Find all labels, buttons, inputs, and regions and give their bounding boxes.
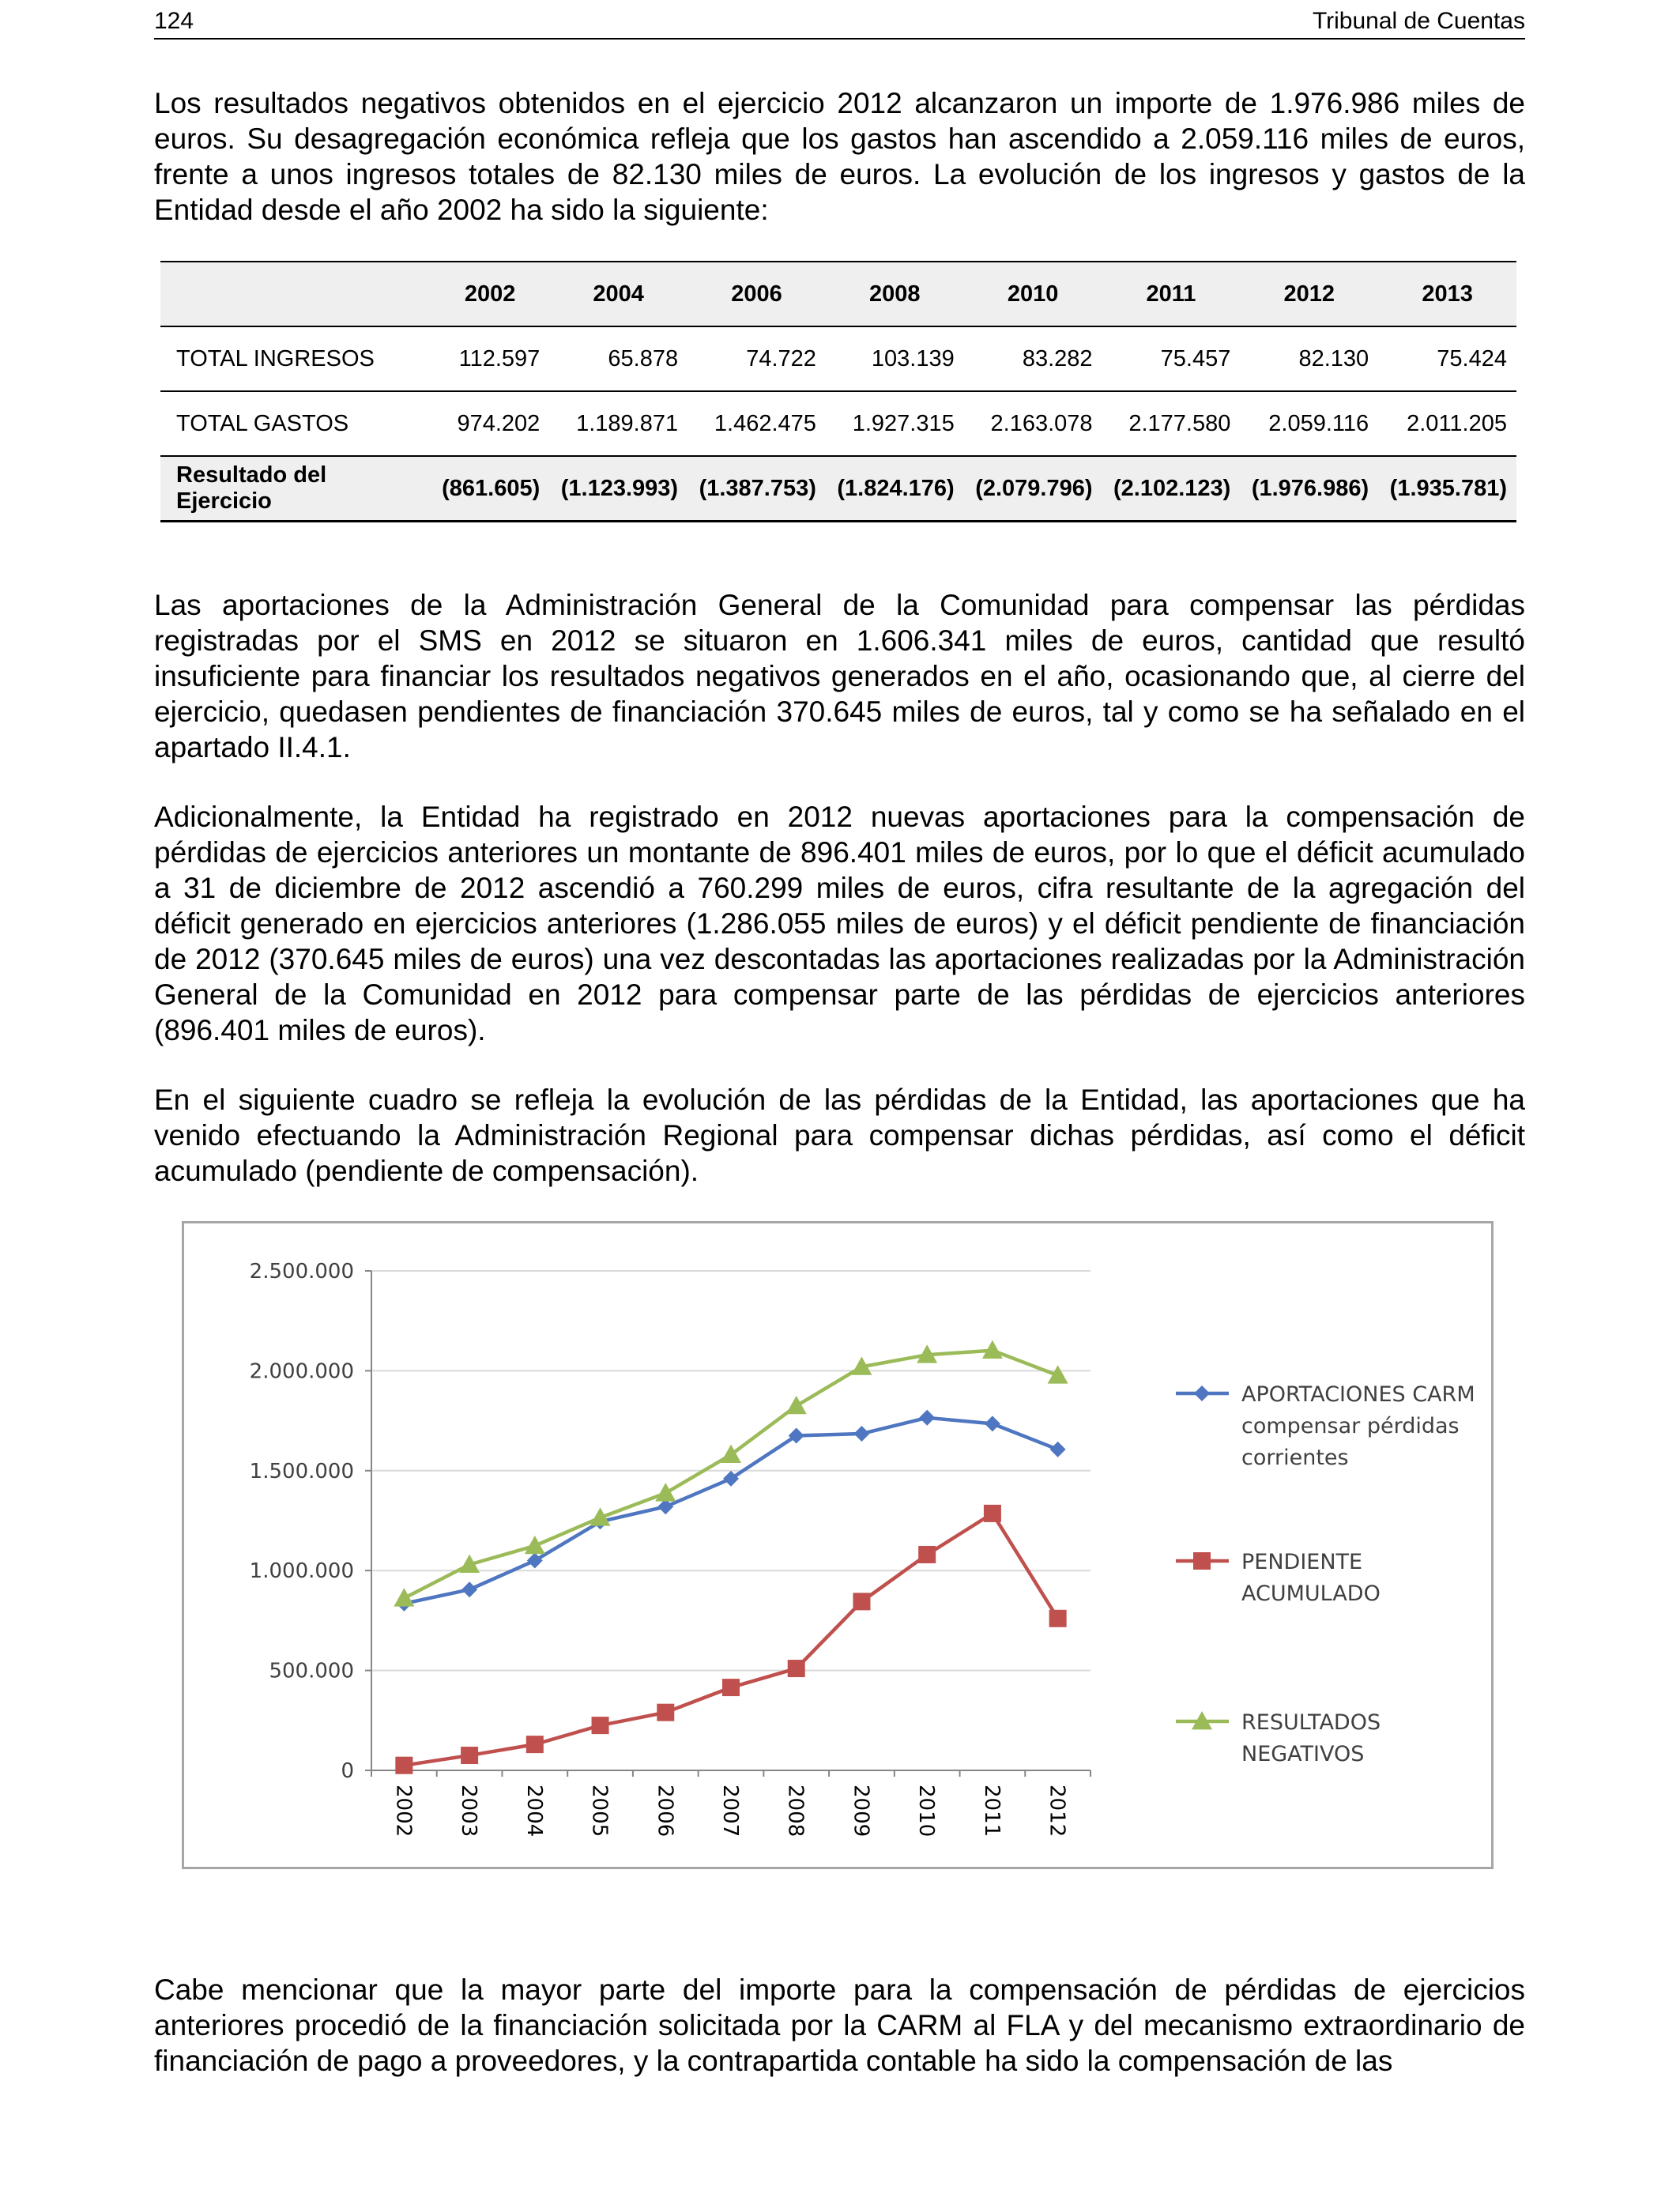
table-cell: 1.189.871 [549, 391, 687, 456]
data-point-marker [527, 1553, 543, 1569]
table-cell: 1.462.475 [687, 391, 826, 456]
x-tick-label: 2007 [718, 1785, 742, 1838]
table-cell: 2.059.116 [1240, 391, 1378, 456]
table-header-year: 2012 [1283, 281, 1335, 307]
row-label: Resultado del Ejercicio [160, 456, 431, 522]
legend-label: compensar pérdidas [1241, 1414, 1460, 1438]
table-cell: (1.976.986) [1240, 456, 1378, 522]
table-cell: (1.935.781) [1378, 456, 1516, 522]
table-cell: (861.605) [431, 456, 549, 522]
paragraph-results: Los resultados negativos obtenidos en el ejercicio 2012 alcanzaron un importe de 1.976.986 miles de euros. Su desagregación económica refleja que los gastos han ascendido a 2.059.116 miles de euros, frente a unos ingresos totales de 82.130 miles de euros. La evolución de los ingresos y gastos de la Entidad desde el año 2002 ha sido la siguiente: [154, 87, 1525, 226]
table-row [160, 391, 1516, 456]
table-cell: 2.163.078 [964, 391, 1102, 456]
table-cell: (2.102.123) [1102, 456, 1241, 522]
y-tick-label: 2.000.000 [249, 1359, 354, 1384]
data-point-marker [526, 1736, 544, 1753]
table-header-year: 2004 [593, 281, 644, 307]
losses-chart [182, 1221, 1494, 1869]
table-cell: 75.424 [1378, 326, 1516, 391]
legend-label: NEGATIVOS [1241, 1742, 1365, 1766]
publisher-name: Tribunal de Cuentas [1312, 8, 1525, 34]
paragraph-deficit: Adicionalmente, la Entidad ha registrado en 2012 nuevas aportaciones para la compensación de pérdidas de ejercicios anteriores un montante de 896.401 miles de euros, por lo que el déficit acumulado a 31 de diciembre de 2012 ascendió a 760.299 miles de euros, cifra resultante de la agregación del déficit generado en ejercicios anteriores (1.286.055 miles de euros) y el déficit pendiente de financiación de 2012 (370.645 miles de euros) una vez descontadas las aportaciones realizadas por la Administración General de la Comunidad en 2012 para compensar parte de las pérdidas de ejercicios anteriores (896.401 miles de euros). [154, 801, 1525, 1046]
data-point-marker [786, 1396, 807, 1414]
data-point-marker [525, 1536, 545, 1554]
table-header-row [160, 262, 1516, 326]
table-row [160, 326, 1516, 391]
table-cell: 82.130 [1240, 326, 1378, 391]
income-expense-table [160, 261, 1516, 522]
table-cell: (1.387.753) [687, 456, 826, 522]
data-point-marker [1050, 1442, 1066, 1457]
x-tick-label: 2008 [783, 1785, 808, 1838]
table-cell: 2.177.580 [1102, 391, 1241, 456]
x-tick-label: 2010 [914, 1785, 939, 1838]
legend-label: RESULTADOS [1241, 1710, 1381, 1735]
data-point-marker [655, 1483, 676, 1501]
table-cell: 1.927.315 [826, 391, 964, 456]
page-header [154, 6, 1525, 40]
series-line [404, 1514, 1057, 1766]
x-tick-label: 2003 [457, 1785, 481, 1838]
legend-label: APORTACIONES CARM [1241, 1382, 1475, 1407]
data-point-marker [1049, 1610, 1067, 1627]
y-tick-label: 500.000 [269, 1659, 354, 1683]
data-point-marker [919, 1410, 935, 1426]
table-cell: 103.139 [826, 326, 964, 391]
data-point-marker [657, 1704, 674, 1721]
data-point-marker [592, 1717, 609, 1734]
data-point-marker [788, 1660, 805, 1677]
x-tick-label: 2005 [587, 1785, 612, 1838]
x-tick-label: 2006 [653, 1785, 677, 1838]
data-point-marker [395, 1757, 412, 1774]
table-cell: (2.079.796) [964, 456, 1102, 522]
data-point-marker [461, 1747, 478, 1764]
table-header-year: 2006 [731, 281, 782, 307]
paragraph-contributions: Las aportaciones de la Administración General de la Comunidad para compensar las pérdidas registradas por el SMS en 2012 se situaron en 1.606.341 miles de euros, cantidad que resultó insuficiente para financiar los resultados negativos generados en el año, ocasionando que, al cierre del ejercicio, quedasen pendientes de financiación 370.645 miles de euros, tal y como se ha señalado en el apartado II.4.1. [154, 589, 1525, 763]
x-tick-label: 2011 [979, 1785, 1004, 1838]
x-tick-label: 2002 [391, 1785, 416, 1838]
table-cell: (1.824.176) [826, 456, 964, 522]
data-point-marker [1194, 1385, 1210, 1401]
paragraph-financing: Cabe mencionar que la mayor parte del importe para la compensación de pérdidas de ejercicios anteriores procedió de la financiación solicitada por la CARM al FLA y del mecanismo extraordinario de financiación de pago a proveedores, y la contrapartida contable ha sido la compensación de las [154, 1973, 1525, 2077]
y-tick-label: 0 [341, 1759, 354, 1783]
table-cell: 75.457 [1102, 326, 1241, 391]
table-header-year: 2002 [464, 281, 516, 307]
data-point-marker [918, 1546, 936, 1563]
y-tick-label: 1.500.000 [249, 1459, 354, 1483]
table-header-empty [160, 262, 431, 326]
table-header-year: 2010 [1007, 281, 1059, 307]
paragraph-chart-intro: En el siguiente cuadro se refleja la evolución de las pérdidas de la Entidad, las aportaciones que ha venido efectuando la Administración Regional para compensar dichas pérdidas, así como el déficit acumulado (pendiente de compensación). [154, 1084, 1525, 1187]
data-point-marker [1193, 1552, 1211, 1570]
legend-label: ACUMULADO [1241, 1581, 1381, 1606]
chart-canvas [184, 1223, 1491, 1867]
table-cell: 112.597 [431, 326, 549, 391]
table-cell: 65.878 [549, 326, 687, 391]
legend-label: PENDIENTE [1241, 1550, 1363, 1574]
table-header-year: 2008 [869, 281, 921, 307]
x-tick-label: 2009 [849, 1785, 873, 1838]
y-tick-label: 2.500.000 [249, 1260, 354, 1284]
table-cell: 2.011.205 [1378, 391, 1516, 456]
data-point-marker [722, 1679, 740, 1696]
x-tick-label: 2004 [522, 1785, 546, 1838]
table-header-year: 2011 [1146, 281, 1196, 307]
data-point-marker [985, 1416, 1000, 1431]
table-header-year: 2013 [1422, 281, 1473, 307]
data-point-marker [984, 1505, 1001, 1522]
row-label: TOTAL INGRESOS [160, 326, 431, 391]
legend-label: corrientes [1241, 1446, 1349, 1470]
data-point-marker [461, 1581, 477, 1597]
table-cell: 974.202 [431, 391, 549, 456]
data-point-marker [394, 1588, 414, 1606]
data-point-marker [853, 1593, 870, 1610]
table-cell: (1.123.993) [549, 456, 687, 522]
table-cell: 83.282 [964, 326, 1102, 391]
table-cell: 74.722 [687, 326, 826, 391]
table-row-total [160, 456, 1516, 522]
page-number: 124 [154, 8, 194, 34]
data-point-marker [853, 1426, 869, 1442]
row-label: TOTAL GASTOS [160, 391, 431, 456]
y-tick-label: 1.000.000 [249, 1559, 354, 1584]
x-tick-label: 2012 [1045, 1785, 1069, 1838]
